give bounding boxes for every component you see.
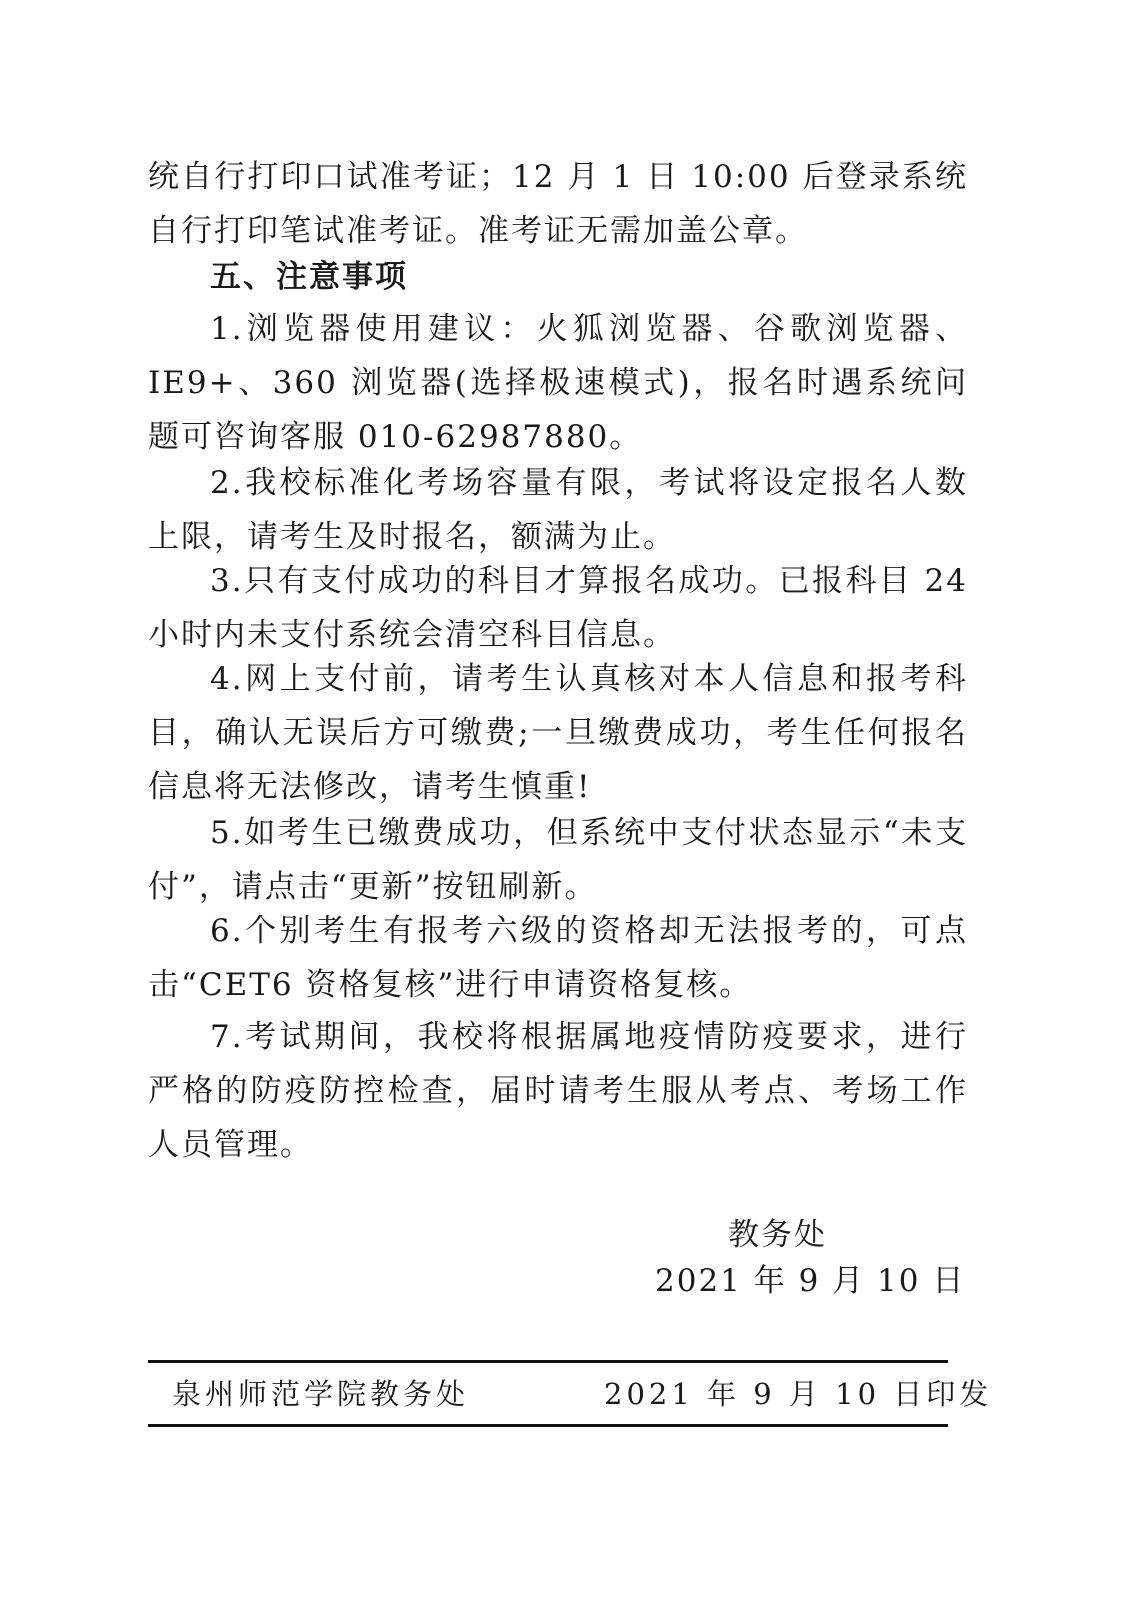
notice-item-1: 1.浏览器使用建议：火狐浏览器、谷歌浏览器、IE9+、360 浏览器(选择极速模式)，报名时遇系统问题可咨询客服 010-62987880。 [148, 311, 968, 455]
footer-issue-date: 2021 年 9 月 10 日印发 [604, 1377, 993, 1411]
notice-item-3: 3.只有支付成功的科目才算报名成功。已报科目 24 小时内未支付系统会清空科目信息。 [148, 563, 968, 653]
notice-item-4: 4.网上支付前，请考生认真核对本人信息和报考科目，确认无误后方可缴费;一旦缴费成功，考生任何报名信息将无法修改，请考生慎重! [148, 661, 968, 805]
continued-paragraph: 统自行打印口试准考证；12 月 1 日 10:00 后登录系统自行打印笔试准考证。准考证无需加盖公章。 [148, 159, 968, 249]
signature-department: 教务处 [728, 1217, 827, 1253]
footer-top-rule [148, 1360, 948, 1363]
notice-item-2: 2.我校标准化考场容量有限，考试将设定报名人数上限，请考生及时报名，额满为止。 [148, 465, 968, 555]
signature-date: 2021 年 9 月 10 日 [655, 1263, 966, 1299]
section-heading: 五、注意事项 [210, 259, 408, 295]
footer-issuer: 泉州师范学院教务处 [172, 1377, 470, 1411]
notice-item-6: 6.个别考生有报考六级的资格却无法报考的，可点击“CET6 资格复核”进行申请资格复核。 [148, 913, 968, 1003]
footer-bottom-rule [148, 1424, 948, 1427]
notice-item-5: 5.如考生已缴费成功，但系统中支付状态显示“未支付”，请点击“更新”按钮刷新。 [148, 815, 968, 905]
notice-item-7: 7.考试期间，我校将根据属地疫情防疫要求，进行严格的防疫防控检查，届时请考生服从考点、考场工作人员管理。 [148, 1019, 968, 1163]
